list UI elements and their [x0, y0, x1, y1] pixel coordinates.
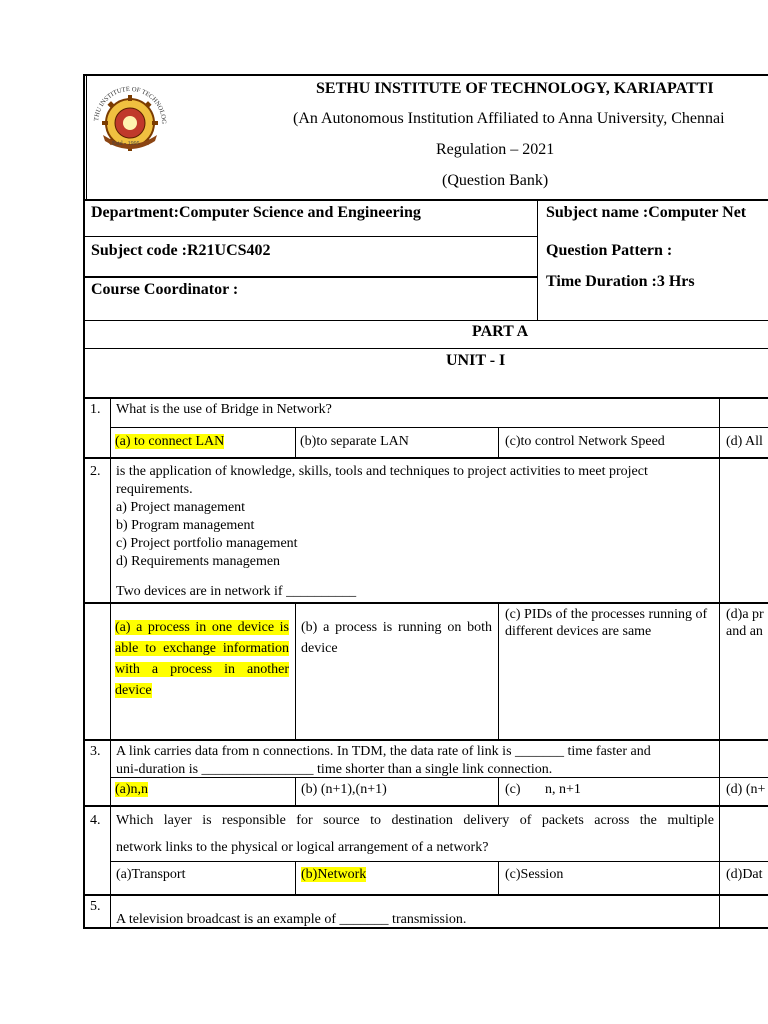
question-text-line-2: network links to the physical or logical arrangement of a network?: [116, 840, 489, 855]
option-a: [115, 781, 148, 799]
option-a: [115, 617, 289, 701]
institution-logo: [89, 79, 171, 159]
unit-heading: UNIT - I: [446, 352, 506, 369]
institution-name: SETHU INSTITUTE OF TECHNOLOGY, KARIAPATTI: [316, 80, 714, 97]
correct-answer-highlight: (a) a process in one device is able to exchange information with a process in another device: [115, 620, 289, 698]
option-b: [301, 866, 366, 884]
correct-answer-highlight: (a)n,n: [115, 782, 149, 797]
question-text: A television broadcast is an example of _______ transmission.: [116, 912, 467, 927]
option-b: (b) (n+1),(n+1): [301, 782, 387, 797]
department: Department:Computer Science and Engineering: [91, 204, 421, 221]
logo-estd: Estd - 1995: [112, 141, 140, 147]
question-text: What is the use of Bridge in Network?: [116, 402, 332, 417]
svg-text:SETHU INSTITUTE OF TECHNOLOGY: THU INSTITUTE OF TECHNOLOG: [93, 85, 168, 125]
question-text: is the application of knowledge, skills, tools and techniques to project activities to meet project requirements. a) Project management b) Program management c) Project portfolio management d) Requirements managemen: [116, 464, 648, 569]
option-b: (b) a process is running on both device: [301, 620, 492, 656]
option-c: (c)Session: [505, 867, 564, 882]
option-b: (b)to separate LAN: [300, 434, 409, 449]
part-heading: PART A: [472, 323, 529, 340]
option-d: (d) All: [726, 434, 763, 449]
question-text-2: Two devices are in network if __________: [116, 584, 357, 599]
question-text-line-2: uni-duration is ________________ time shorter than a single link connection.: [116, 762, 553, 777]
option-a: [115, 433, 224, 451]
correct-answer-highlight: (b)Network: [301, 867, 367, 882]
question-text-line-1: A link carries data from n connections. In TDM, the data rate of link is _______ time faster and: [116, 744, 651, 759]
subject-name: Subject name :Computer Net: [546, 204, 747, 221]
option-c: (c) PIDs of the processes running of different devices are same: [505, 607, 708, 639]
question-number: 1.: [90, 402, 101, 417]
course-coordinator: Course Coordinator :: [91, 281, 239, 298]
option-c: (c)to control Network Speed: [505, 434, 665, 449]
question-number: 4.: [90, 813, 101, 828]
regulation: Regulation – 2021: [436, 141, 555, 158]
option-d: (d)a pr and an: [726, 607, 764, 639]
doc-type: (Question Bank): [442, 172, 549, 189]
question-text-line-1: Which layer is responsible for source to destination delivery of packets across the multiple: [116, 813, 714, 828]
time-duration: Time Duration :3 Hrs: [546, 273, 695, 290]
correct-answer-highlight: (a) to connect LAN: [115, 434, 225, 449]
affiliation: (An Autonomous Institution Affiliated to Anna University, Chennai: [293, 110, 725, 127]
option-d: (d) (n+: [726, 782, 766, 797]
option-a: (a)Transport: [116, 867, 186, 882]
question-pattern: Question Pattern :: [546, 242, 673, 259]
question-number: 3.: [90, 744, 101, 759]
question-number: 2.: [90, 464, 101, 479]
question-number: 5.: [90, 899, 101, 914]
option-d: (d)Dat: [726, 867, 763, 882]
subject-code: Subject code :R21UCS402: [91, 242, 271, 259]
option-c: (c) n, n+1: [505, 782, 581, 797]
